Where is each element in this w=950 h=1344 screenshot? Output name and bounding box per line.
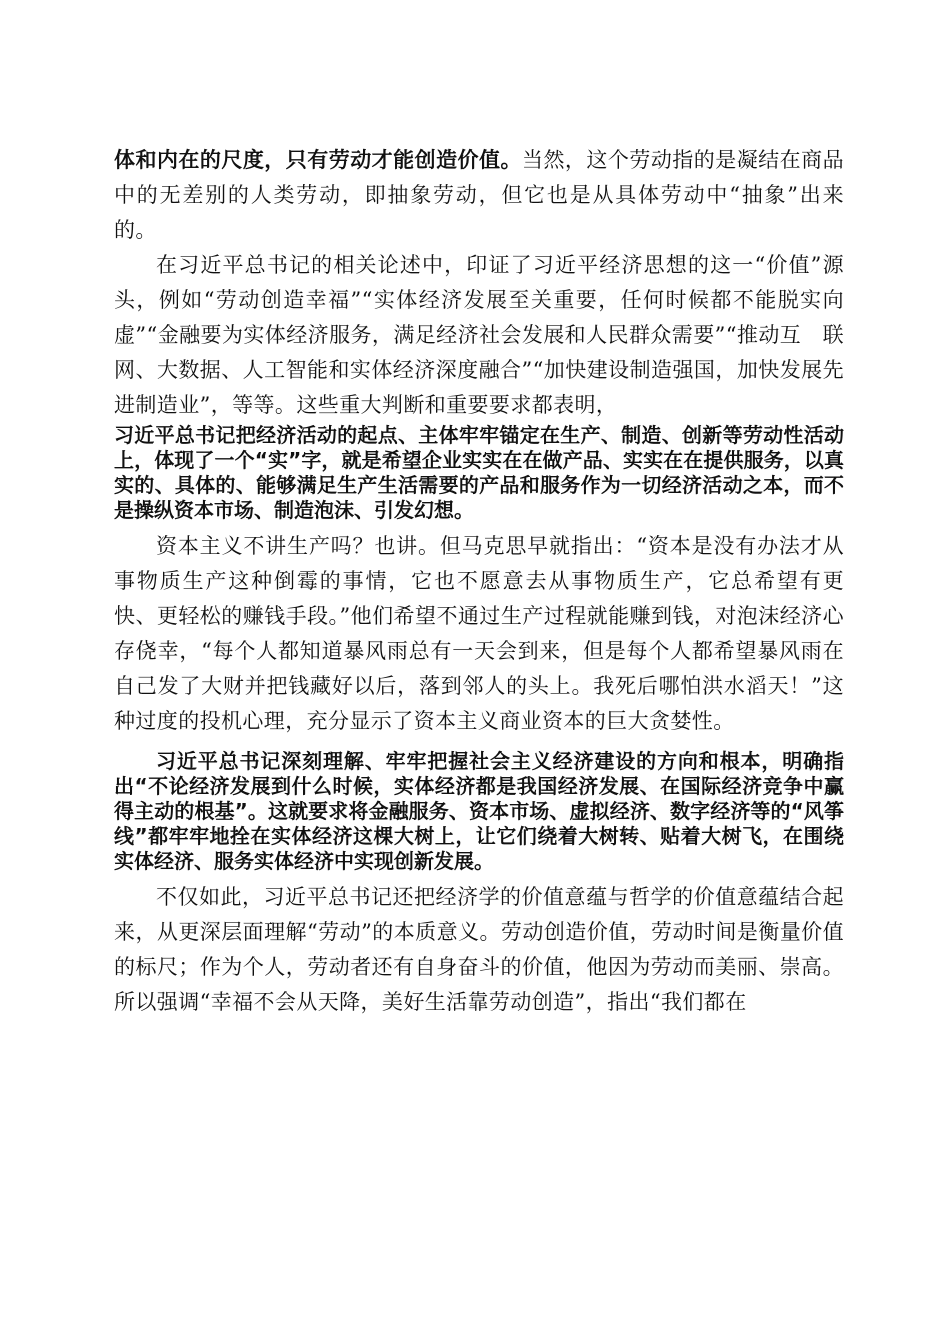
paragraph-4 — [114, 529, 866, 739]
document-body — [114, 143, 866, 1020]
paragraph-2 — [114, 248, 844, 423]
paragraph-1-text: 当然，这个劳动指的是凝结在商品中的无差别的人类劳动，即抽象劳动，但它也是从具体劳动中“抽象”出来 的。 — [114, 148, 866, 242]
paragraph-6 — [114, 880, 844, 1020]
paragraph-4-text: 资本主义不讲生产吗？也讲。但马克思早就指出：“资本是没有办法才从事物质生产这种倒霉的事情，它也不愿意去从事物质生产，它总希望有更 快、更轻松的赚钱手段。”他们希望不通过生产过程就能赚到钱，对泡沫经济心存侥幸，“每个人都知道暴风雨总有一天会到来，但是每个人都希望暴风雨在自己发了大财并把钱藏好以后，落到邻人的头上。我死后哪怕洪水滔天！”这种过度的投机心理，充分显示了资本主义商业资本的巨大贪婪性。 — [114, 534, 866, 733]
paragraph-3-emphasis — [114, 423, 844, 523]
paragraph-6-text: 不仅如此，习近平总书记还把经济学的价值意蕴与哲学的价值意蕴结合起来，从更深层面理解“劳动”的本质意义。劳动创造价值，劳动时间是衡量价值的标尺；作为个人，劳动者还有自身奋斗的价值，他因为劳动而美丽、崇高。所以强调“幸福不会从天降，美好生活靠劳动创造”，指出“我们都在 — [114, 885, 844, 1014]
paragraph-5-text: 习近平总书记深刻理解、牢牢把握社会主义经济建设的方向和根本，明确指出“不论经济发展到什么时候，实体经济都是我国经济发展、在国际经济竞争中赢得主动的根基”。这就要求将金融服务、资本市场、虚拟经济、数字经济等的“风筝线”都牢牢地拴在实体经济这棵大树上，让它们绕着大树转、贴着大树飞，在围绕实体经济、服务实体经济中实现创新发展。 — [114, 749, 844, 873]
paragraph-5-emphasis — [114, 749, 844, 874]
paragraph-1-bold-lead: 体和内在的尺度，只有劳动才能创造价值。 — [114, 148, 522, 172]
paragraph-1 — [114, 143, 866, 248]
paragraph-3-text: 习近平总书记把经济活动的起点、主体牢牢锚定在生产、制造、创新等劳动性活动上，体现了一个“实”字，就是希望企业实实在在做产品、实实在在提供服务，以真实的、具体的、能够满足生产生活需要的产品和服务作为一切经济活动之本，而不是操纵资本市场、制造泡沫、引发幻想。 — [114, 423, 844, 522]
paragraph-2-text: 在习近平总书记的相关论述中，印证了习近平经济思想的这一“价值”源头，例如“劳动创造幸福”“实体经济发展至关重要，任何时候都不能脱实向虚”“金融要为实体经济服务，满足经济社会发展和人民群众需要”“推动互 联网、大数据、人工智能和实体经济深度融合”“加快建设制造强国，加快发展先进制造业”，等等。这些重大判断和重要要求都表明， — [114, 253, 844, 417]
